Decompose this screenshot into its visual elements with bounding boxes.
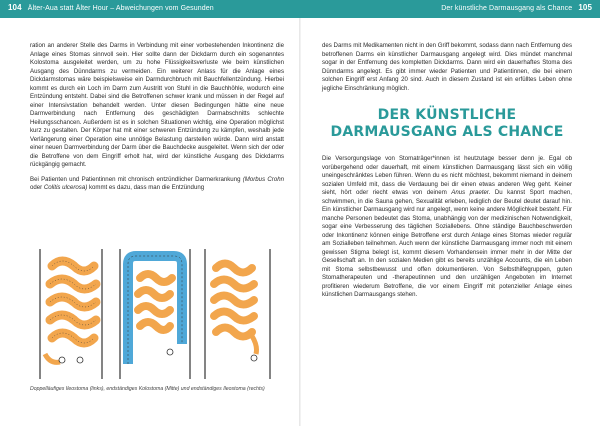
right-paragraph-2: Die Versorgungslage von Stomaträger*innen ist heutzutage besser denn je. Egal ob vorübergehend oder dauerhaft, mit einem künstlichen Darmausgang lässt sich ein völlig uneingeschränktes Leben führen. Wenn du es nicht möchtest, bekommt niemand in deinem sozialen Umfeld mit, dass die Verdauung bei dir einen etwas anderen Weg geht. Keiner sieht, hört oder riecht etwas von deinem Anus praeter. Du kannst Sport machen, schwimmen, in die Sauna gehen, Sexualität erleben, lediglich der Beutel deutet darauf hin. Ein künstlicher Darmausgang wird nur angelegt, wenn keine andere Möglichkeit besteht. Für manche Personen bedeutet das Stoma, unabhängig von der medizinischen Notwendigkeit, sogar eine Verbesserung des täglichen Soziallebens. Ohne ständige Bauchbeschwerden oder Inkontinenz können einige Betroffene erst durch Anlage eines Stomas wieder regulär am Sozialleben teilnehmen. Auch wenn der künstliche Darmausgang immer noch mit einem gewissen Stigma belegt ist, kommt diesem Vorhandensein immer mehr in der Mitte der Gesellschaft an. In den sozialen Medien gibt es bereits unzählige Accounts, die ein Leben mit Stoma selbstbewusst und offen dokumentieren. Von Selbsthilfegruppen, guten Stomatherapeuten und -therapeutinnen und den unzähligen Angeboten im Internet profitieren wiederum Betroffene, die vor einem Eingriff mit potenzieller Anlage eines künstlichen Darmausgangs stehen. xyxy=(322,155,573,298)
section-heading: DER KÜNSTLICHE DARMAUSGANG ALS CHANCE xyxy=(330,107,564,140)
left-chapter-title: Älter-Aua statt Älter Hour – Abweichungen vom Gesunden xyxy=(27,5,214,12)
stoma-illustration xyxy=(30,244,280,384)
colostomy-end-figure xyxy=(120,249,190,379)
right-paragraph-1: des Darms mit Medikamenten nicht in den Griff bekommt, sodass dann nach Entfernung des betroffenen Darms ein künstlicher Darmausgang angelegt wird. Dies mündet manchmal sogar in der Entfernung des kompletten Dickdarms. Dann wird ein dauerhaftes Stoma des Dünndarms angelegt. Es gibt immer wieder Patienten und Patientinnen, die bei einem solchen Eingriff erst Anfang 20 sind. Auch in diesem Zustand ist ein erfülltes Leben ohne jegliche Einschränkung möglich. xyxy=(322,42,572,92)
page-header-bar xyxy=(0,0,600,18)
right-page-body xyxy=(322,42,572,306)
figure-caption: Doppelläufiges Ileostoma (links), endständiges Kolostoma (Mitte) und endständiges Ileostoma (rechts) xyxy=(30,386,265,392)
right-chapter-title: Der künstliche Darmausgang als Chance xyxy=(441,5,573,12)
right-running-head xyxy=(441,3,592,12)
left-running-head xyxy=(8,3,214,12)
ileostomy-end-figure xyxy=(205,249,270,379)
right-page-number: 105 xyxy=(578,3,592,12)
left-paragraph-1: ration an anderer Stelle des Darms in Verbindung mit einer vorbestehenden Inkontinenz die Anlage eines Stomas sinnvoll sein. Hier sollte dann der Dickdarm durch ein sogenanntes Kolostoma ausgeleitet werden, um zu hohe Flüssigkeitsverluste wie beim künstlichen Ausgang des Dünndarms zu vermeiden. Ein weiterer Anlass für die Anlage eines Dickdarmstomas wäre beispielsweise ein Darmdurchbruch mit Bauchfellentzündung. Hierbei kommt es durch ein Loch im Darm zum Austritt von Stuhl in die Bauchhöhle, wodurch eine Entzündung entsteht. Dabei sind die Betroffenen schwer krank und müssen in der Regel auf einer Intensivstation behandelt werden. Unter diesen Bedingungen hätte eine neue Darmverbindung nach Entfernung des geschädigten Darmabschnitts schlechte Heilungsschancen. Außerdem ist es in solchen Situationen wichtig, eine Operation möglichst kurz zu gestalten. Der Körper hat mit einer schweren Entzündung zu kämpfen, weshalb jede Verlängerung einer Operation eine unnötige Belastung darstellen würde. Dann wird anstatt einer neuen Darmverbindung der Darm über die Bauchdecke ausgeleitet. Wenn sich der oder die Betroffene von dem Eingriff erholt hat, wird der künstliche Ausgang des Dickdarms rückgängig gemacht. xyxy=(30,42,284,168)
ileostomy-double-figure xyxy=(40,249,102,379)
left-page-number: 104 xyxy=(8,3,22,12)
book-gutter xyxy=(299,18,301,426)
left-page-body xyxy=(30,42,284,199)
left-paragraph-2: Bei Patienten und Patientinnen mit chronisch entzündlicher Darmerkrankung (Morbus Crohn oder Colitis ulcerosa) kommt es dazu, dass man die Entzündung xyxy=(30,175,285,191)
